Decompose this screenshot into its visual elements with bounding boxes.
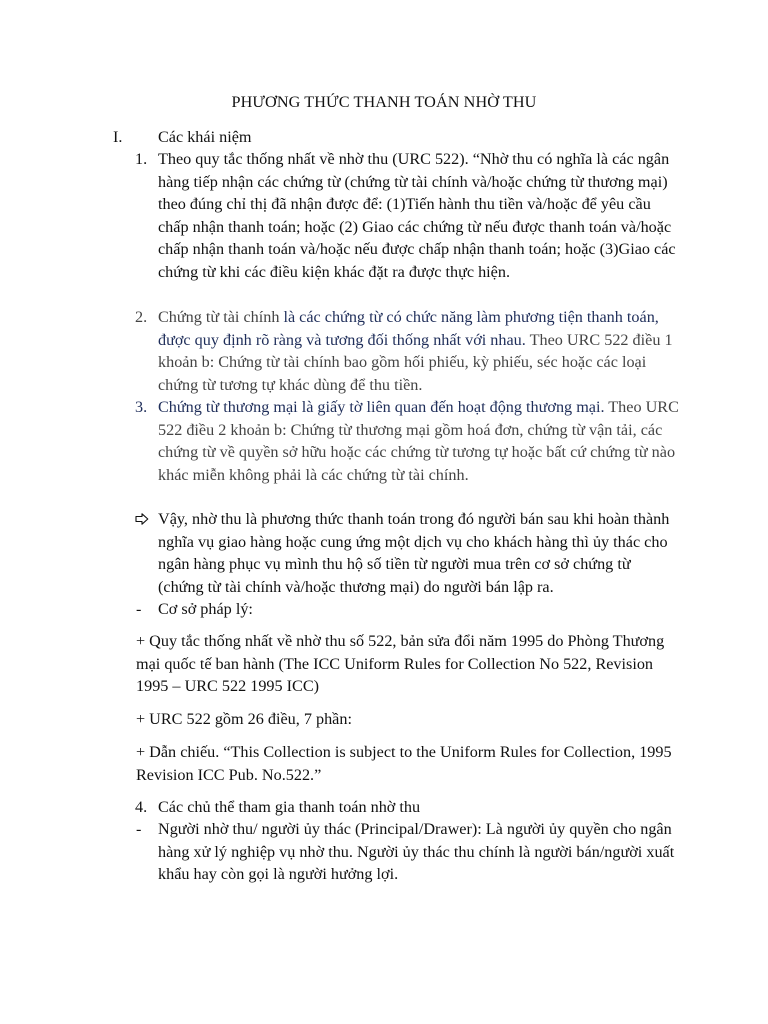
- financial-doc-term: Chứng từ tài chính: [158, 308, 284, 326]
- list-text-3: [158, 396, 680, 486]
- commercial-doc-urc: Theo URC 522 điều 2 khoản b: Chứng từ thương mại gồm hoá đơn, chứng từ vận tải, các chứng từ về quyền sở hữu hoặc các chứng từ tương tự hoặc bất cứ chứng từ nào khác miễn không phải là các chứng từ tài chính.: [158, 398, 679, 484]
- list-marker-3: 3.: [135, 398, 148, 416]
- section-marker: I.: [113, 128, 123, 146]
- list-marker-1: 1.: [135, 150, 148, 168]
- legal-basis-text: Cơ sở pháp lý:: [158, 600, 253, 618]
- arrow-right-outline-icon: [135, 508, 149, 525]
- list-text-4: Các chủ thể tham gia thanh toán nhờ thu: [158, 798, 421, 816]
- list-marker-2: 2.: [135, 308, 148, 326]
- commercial-doc-definition: Chứng từ thương mại là giấy tờ liên quan đến hoạt động thương mại.: [158, 398, 605, 416]
- conclusion-text: Vậy, nhờ thu là phương thức thanh toán trong đó người bán sau khi hoàn thành nghĩa vụ giao hàng hoặc cung ứng một dịch vụ cho khách hàng thì ủy thác cho ngân hàng phục vụ mình thu hộ số tiền từ người mua trên cơ sở chứng từ (chứng từ tài chính và/hoặc thương mại) do người bán lập ra.: [158, 510, 670, 596]
- paragraph-urc-structure: + URC 522 gồm 26 điều, 7 phần:: [136, 710, 352, 728]
- list-text-2: [158, 306, 680, 396]
- document-title: PHƯƠNG THỨC THANH TOÁN NHỜ THU: [231, 93, 537, 111]
- list-marker-4: 4.: [135, 798, 148, 816]
- dash-marker: -: [136, 600, 142, 618]
- paragraph-urc-rules: + Quy tắc thống nhất về nhờ thu số 522, bản sửa đổi năm 1995 do Phòng Thương mại quốc tế ban hành (The ICC Uniform Rules for Collection No 522, Revision 1995 – URC 522 1995 ICC): [136, 632, 665, 695]
- dash-marker: -: [136, 820, 142, 838]
- party-text: Người nhờ thu/ người ủy thác (Principal/Drawer): Là người ủy quyền cho ngân hàng xử lý nghiệp vụ nhờ thu. Người ủy thác thu chính là người bán/người xuất khẩu hay còn gọi là người hưởng lợi.: [158, 820, 675, 883]
- paragraph-reference: + Dẫn chiếu. “This Collection is subject to the Uniform Rules for Collection, 1995 Revision ICC Pub. No.522.”: [136, 743, 672, 784]
- financial-doc-definition: là các chứng từ có chức năng làm phương tiện thanh toán, được quy định rõ ràng và tương đối thống nhất với nhau.: [158, 308, 659, 349]
- list-text-1: Theo quy tắc thống nhất về nhờ thu (URC 522). “Nhờ thu có nghĩa là các ngân hàng tiếp nhận các chứng từ (chứng từ tài chính và/hoặc chứng từ thương mại) theo đúng chỉ thị đã nhận được để: (1)Tiến hành thu tiền và/hoặc để yêu cầu chấp nhận thanh toán; hoặc (2) Giao các chứng từ nếu được thanh toán và/hoặc chấp nhận thanh toán và/hoặc nếu được chấp nhận thanh toán; hoặc (3)Giao các chứng từ khi các điều kiện khác đặt ra được thực hiện.: [158, 150, 676, 281]
- financial-doc-urc: Theo URC 522 điều 1 khoản b: Chứng từ tài chính bao gồm hối phiếu, kỳ phiếu, séc hoặc các loại chứng từ tương tự khác dùng để thu tiền.: [158, 330, 673, 394]
- section-title: Các khái niệm: [158, 128, 252, 146]
